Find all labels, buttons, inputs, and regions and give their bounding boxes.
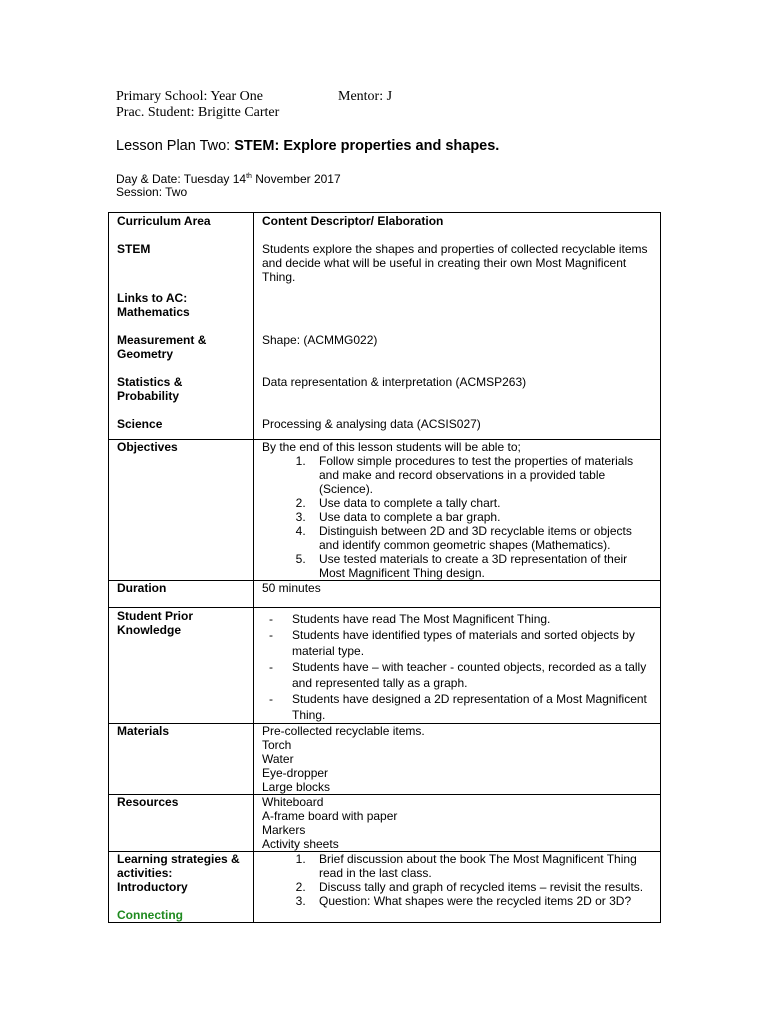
list-item: 3. Question: What shapes were the recycled items 2D or 3D? — [309, 894, 654, 908]
mentor-heading: Mentor: J — [338, 89, 393, 104]
objectives-cell — [254, 440, 661, 581]
list-item: A-frame board with paper — [262, 809, 398, 823]
statistics-label-2: Probability — [117, 389, 180, 403]
list-item: 3. Use data to complete a bar graph. — [309, 510, 654, 524]
col2-header: Content Descriptor/ Elaboration — [262, 214, 444, 228]
learning-strategies-list — [262, 852, 654, 908]
duration-label: Duration — [109, 581, 254, 608]
list-item: Markers — [262, 823, 306, 837]
table-row — [109, 724, 661, 795]
list-item: Pre-collected recyclable items. — [262, 724, 425, 738]
table-row — [109, 440, 661, 581]
list-item: Water — [262, 752, 294, 766]
list-item: - Students have designed a 2D representation of a Most Magnificent Thing. — [262, 691, 654, 723]
objectives-intro: By the end of this lesson students will be able to; — [262, 440, 521, 454]
col1-header: Curriculum Area — [117, 214, 211, 228]
prior-knowledge-label — [109, 608, 254, 724]
table-row — [109, 581, 661, 608]
links-label-1: Links to AC: — [117, 291, 188, 305]
lesson-title-prefix: Lesson Plan Two: — [116, 138, 235, 154]
science-text: Processing & analysing data (ACSIS027) — [262, 417, 481, 431]
list-item: 1. Brief discussion about the book The Most Magnificent Thing read in the last class. — [309, 852, 654, 880]
prior-knowledge-list — [262, 611, 654, 723]
materials-cell — [254, 724, 661, 795]
day-date-prefix: Day & Date: Tuesday 14 — [116, 172, 247, 186]
resources-cell — [254, 795, 661, 852]
day-date — [116, 172, 341, 186]
stem-text: Students explore the shapes and properties of collected recyclable items and decide what will be useful in creating their own Most Magnificent Thing. — [262, 242, 648, 284]
lesson-title-bold: STEM: Explore properties and shapes. — [234, 138, 500, 154]
list-item: Activity sheets — [262, 837, 339, 851]
list-item: - Students have identified types of materials and sorted objects by material type. — [262, 627, 654, 659]
learning-strategies-label — [109, 852, 254, 923]
materials-label: Materials — [109, 724, 254, 795]
prior-label-2: Knowledge — [117, 623, 182, 637]
statistics-label-1: Statistics & — [117, 375, 183, 389]
list-item: Whiteboard — [262, 795, 324, 809]
list-item: 2. Use data to complete a tally chart. — [309, 496, 654, 510]
objectives-label: Objectives — [109, 440, 254, 581]
learning-label-3: Introductory — [117, 880, 188, 894]
prior-knowledge-cell — [254, 608, 661, 724]
list-item: Torch — [262, 738, 292, 752]
prior-label-1: Student Prior — [117, 609, 194, 623]
curriculum-cell — [109, 213, 254, 440]
objectives-list — [262, 454, 654, 580]
statistics-text: Data representation & interpretation (ACMSP263) — [262, 375, 527, 389]
list-item: Eye-dropper — [262, 766, 329, 780]
measurement-text: Shape: (ACMMG022) — [262, 333, 378, 347]
list-item: 1. Follow simple procedures to test the properties of materials and make and record observations in a provided table (Science). — [309, 454, 654, 496]
list-item: 2. Discuss tally and graph of recycled items – revisit the results. — [309, 880, 654, 894]
list-item: - Students have – with teacher - counted objects, recorded as a tally and represented tally as a graph. — [262, 659, 654, 691]
descriptor-cell — [254, 213, 661, 440]
resources-label: Resources — [109, 795, 254, 852]
duration-text: 50 minutes — [254, 581, 661, 608]
list-item: 4. Distinguish between 2D and 3D recyclable items or objects and identify common geometric shapes (Mathematics). — [309, 524, 654, 552]
learning-label-2: activities: — [117, 866, 173, 880]
lesson-plan-table — [108, 212, 661, 923]
table-row — [109, 213, 661, 440]
list-item: Large blocks — [262, 780, 331, 794]
prac-student-heading: Prac. Student: Brigitte Carter — [116, 105, 280, 120]
measurement-label-2: Geometry — [117, 347, 174, 361]
session: Session: Two — [116, 185, 188, 199]
table-row — [109, 852, 661, 923]
science-label: Science — [117, 417, 163, 431]
day-date-suffix: November 2017 — [251, 172, 341, 186]
list-item: - Students have read The Most Magnificent Thing. — [262, 611, 654, 627]
links-label-2: Mathematics — [117, 305, 190, 319]
measurement-label-1: Measurement & — [117, 333, 207, 347]
stem-label: STEM — [117, 242, 151, 256]
school-heading: Primary School: Year One — [116, 89, 263, 104]
table-row — [109, 608, 661, 724]
learning-strategies-cell — [254, 852, 661, 923]
day-date-sup: th — [246, 173, 252, 180]
learning-label-1: Learning strategies & — [117, 852, 240, 866]
table-row — [109, 795, 661, 852]
lesson-title — [116, 138, 499, 154]
list-item: 5. Use tested materials to create a 3D representation of their Most Magnificent Thing design. — [309, 552, 654, 580]
connecting-label: Connecting — [117, 908, 183, 922]
